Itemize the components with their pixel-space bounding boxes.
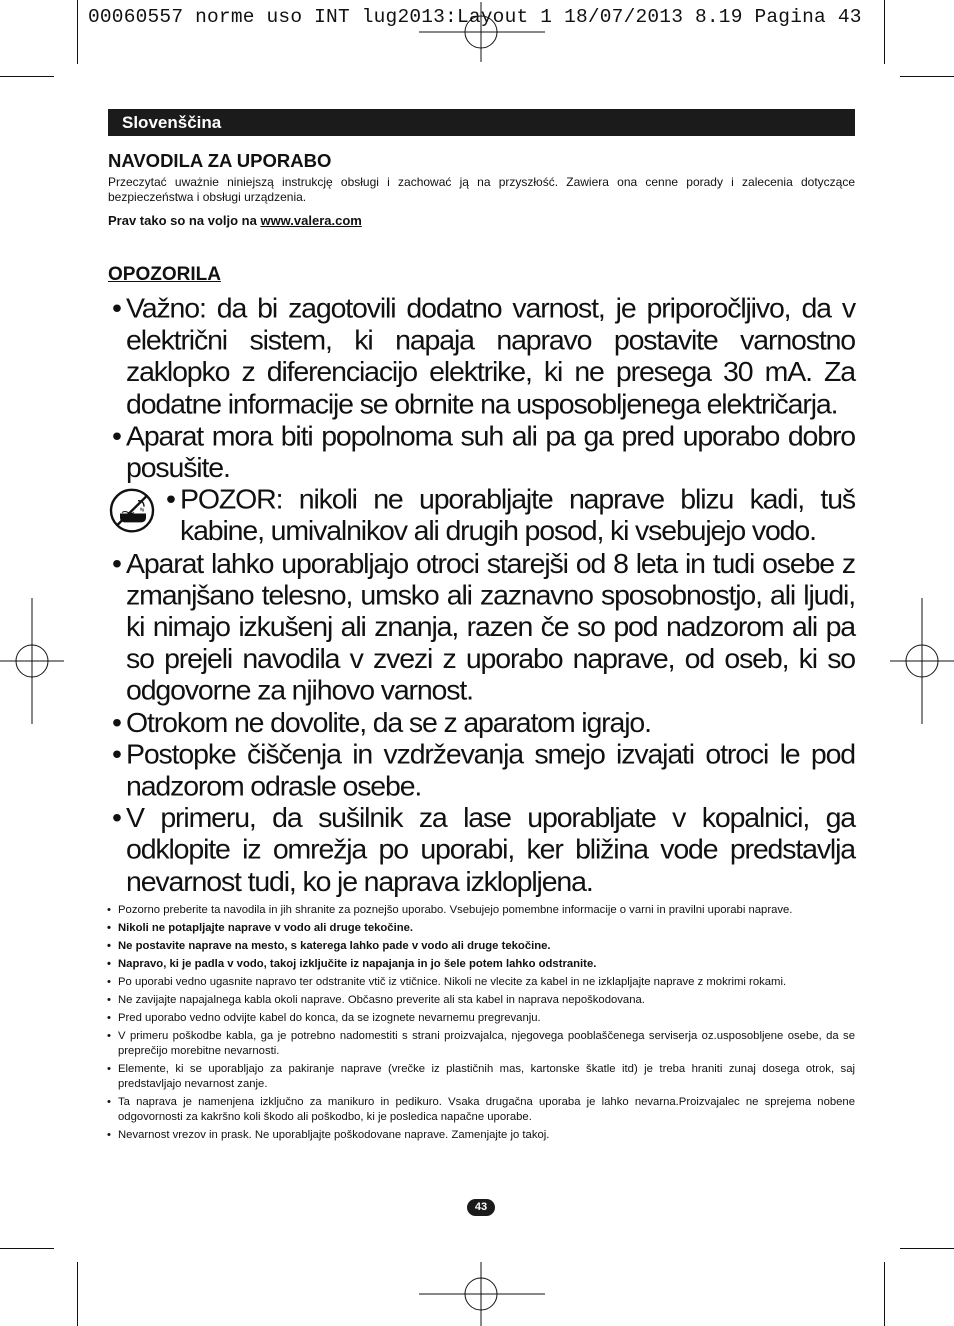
registration-mark-icon — [419, 1262, 545, 1326]
small-warning-item: • Ta naprava je namenjena izključno za manikuro in pedikuro. Vsaka drugačna uporaba je lahko nevarna.Proizvajalec ne sprejema nobene odgovornosti za kakršno koli škodo ali poškodbo, ki je posledica napačne uporabe. — [106, 1095, 855, 1125]
large-warning-item: • Postopke čiščenja in vzdrževanja smejo izvajati otroci le pod nadzorom odrasle osebe. — [112, 739, 855, 803]
small-warning-item: • Ne postavite naprave na mesto, s katerega lahko pade v vodo ali druge tekočine. — [106, 939, 855, 954]
website-link[interactable]: www.valera.com — [260, 213, 362, 228]
small-warning-item: • Nevarnost vrezov in prask. Ne uporabljajte poškodovane naprave. Zamenjajte jo takoj. — [106, 1128, 855, 1143]
crop-mark — [0, 1248, 54, 1249]
small-warning-item: • Po uporabi vedno ugasnite napravo ter odstranite vtič iz vtičnice. Nikoli ne vlecite za kabel in ne izklapljajte naprave z mokrimi rokami. — [106, 975, 855, 990]
also-available-text: Prav tako so na voljo na — [108, 213, 261, 228]
small-warning-item: • V primeru poškodbe kabla, ga je potrebno nadomestiti s strani proizvajalca, njegovega pooblaščenega serviserja oz.usposobljene osebe, da se preprečijo morebitne nevarnosti. — [106, 1029, 855, 1059]
warnings-heading: OPOZORILA — [108, 264, 221, 285]
crop-mark — [884, 1262, 885, 1326]
crop-mark — [900, 76, 954, 77]
also-available-line — [108, 213, 362, 228]
page-number-badge: 43 — [467, 1199, 495, 1216]
small-warning-item: • Napravo, ki je padla v vodo, takoj izključite iz napajanja in jo šele potem lahko odstranite. — [106, 957, 855, 972]
small-warning-item: • Nikoli ne potapljajte naprave v vodo ali druge tekočine. — [106, 921, 855, 936]
large-warning-item: • Aparat lahko uporabljajo otroci starejši od 8 leta in tudi osebe z zmanjšano telesno, umsko ali zaznavno sposobnostjo, ali ljudi, ki nimajo izkušenj ali znanja, razen če so pod nadzorom ali pa so prejeli navodila v zvezi z uporabo naprave, od oseb, ki so odgovorne za njihovo varnost. — [112, 548, 855, 707]
crop-mark — [884, 0, 885, 64]
large-warning-item: • Važno: da bi zagotovili dodatno varnost, je priporočljivo, da v električni sistem, ki napaja napravo postavite varnostno zaklopko z diferenciacijo elektrike, ki ne presega 30 mA. Za dodatne informacije se obrnite na usposobljenega električarja. — [112, 293, 855, 420]
page-title: NAVODILA ZA UPORABO — [108, 150, 332, 171]
small-warning-item: • Pred uporabo vedno odvijte kabel do konca, da se izognete nevarnemu pregrevanju. — [106, 1011, 855, 1026]
printer-slug: 00060557 norme uso INT lug2013:Layout 1 18/07/2013 8.19 Pagina 43 — [88, 6, 862, 28]
intro-paragraph: Przeczytać uważnie niniejszą instrukcję obsługi i zachować ją na przyszłość. Zawiera ona cenne porady i zalecenia dotyczące bezpieczeństwa i obsługi urządzenia. — [108, 175, 855, 204]
large-warnings-list — [112, 293, 855, 898]
language-bar: Slovenščina — [108, 109, 855, 136]
crop-mark — [0, 76, 54, 77]
large-warning-item: • Aparat mora biti popolnoma suh ali pa ga pred uporabo dobro posušite. — [112, 420, 855, 484]
small-warning-item: • Elemente, ki se uporabljajo za pakiranje naprave (vrečke iz plastičnih mas, kartonske škatle itd) je treba hraniti zunaj dosega otrok, saj predstavljajo nevarnost zanje. — [106, 1062, 855, 1092]
crop-mark — [77, 0, 78, 64]
large-warning-item: • Otrokom ne dovolite, da se z aparatom igrajo. — [112, 707, 855, 739]
large-warning-item: • V primeru, da sušilnik za lase uporabljate v kopalnici, ga odklopite iz omrežja po uporabi, ker bližina vode predstavlja nevarnost tudi, ko je naprava izklopljena. — [112, 802, 855, 898]
small-warning-item: • Pozorno preberite ta navodila in jih shranite za poznejšo uporabo. Vsebujejo pomembne informacije o varni in pravilni uporabi naprave. — [106, 903, 855, 918]
large-warning-item — [112, 484, 855, 548]
small-warning-item: • Ne zavijajte napajalnega kabla okoli naprave. Občasno preverite ali sta kabel in naprava nepoškodovana. — [106, 993, 855, 1008]
registration-mark-icon — [890, 598, 954, 724]
registration-mark-icon — [419, 2, 545, 62]
pozor-warning-text: POZOR: nikoli ne uporabljajte naprave blizu kadi, tuš kabine, umivalnikov ali drugih posod, ki vsebujejo vodo. — [180, 484, 855, 548]
registration-mark-icon — [0, 598, 64, 724]
small-warnings-list — [106, 903, 855, 1146]
crop-mark — [900, 1248, 954, 1249]
no-water-near-bath-icon — [108, 487, 156, 534]
crop-mark — [77, 1262, 78, 1326]
